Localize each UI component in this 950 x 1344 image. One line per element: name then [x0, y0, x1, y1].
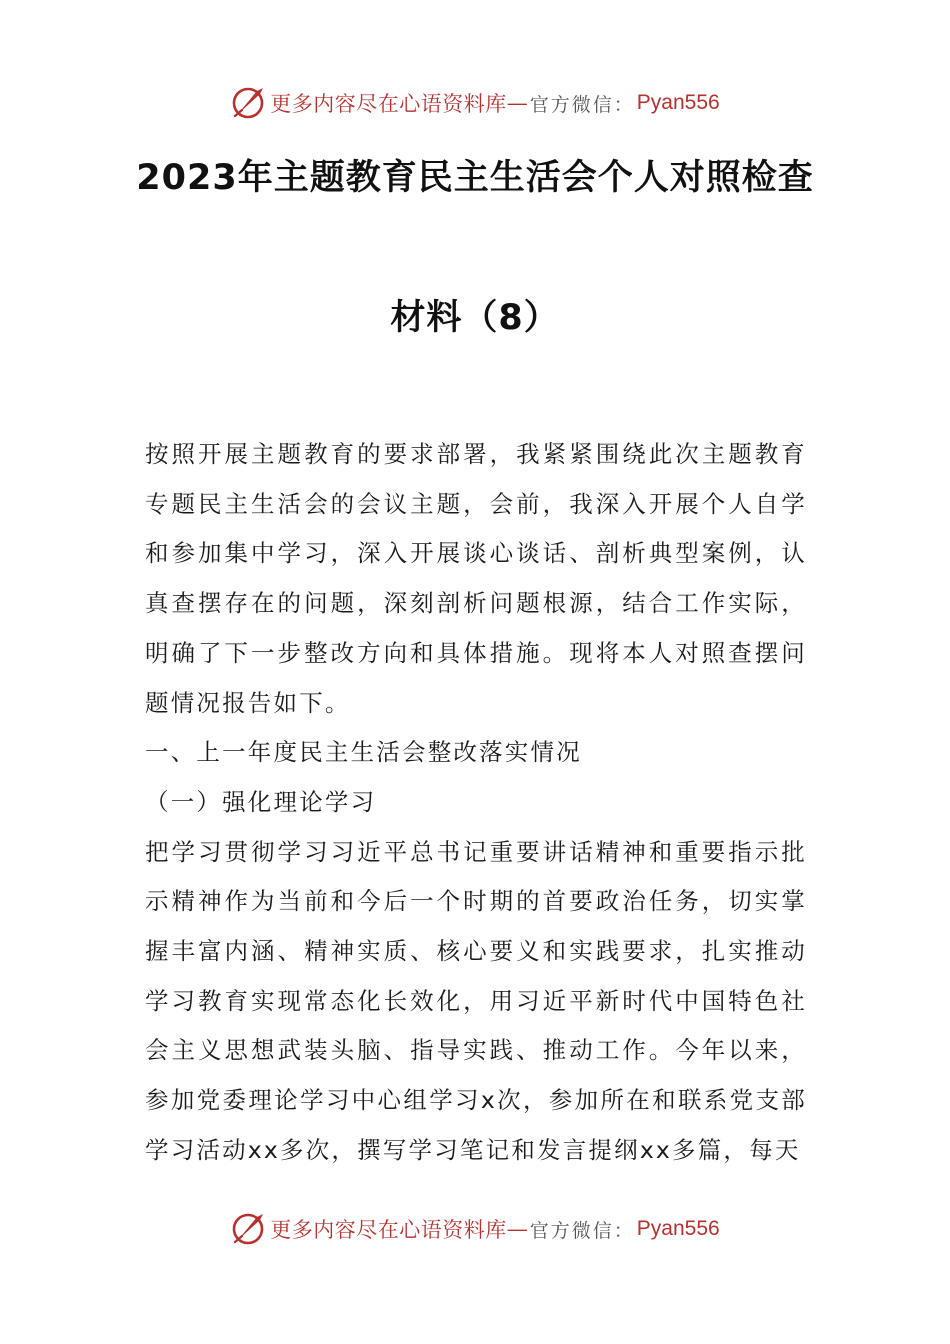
section-heading: 一、上一年度民主生活会整改落实情况 [145, 738, 582, 767]
banner-wechat-id: Pyan556 [636, 91, 720, 114]
banner-separator: — [506, 91, 528, 115]
document-body [145, 430, 807, 1176]
watermark-banner-bottom [0, 1209, 950, 1249]
watermark-banner-top [0, 83, 950, 123]
banner-label: 官方微信： [529, 1219, 635, 1242]
quill-logo-icon [230, 85, 266, 121]
document-title-line-1: 2023年主题教育民主生活会个人对照检查 [136, 158, 814, 198]
body-paragraph: 把学习贯彻学习习近平总书记重要讲话精神和重要指示批示精神作为当前和今后一个时期的首要政治任务，切实掌握丰富内涵、精神实质、核心要义和实践要求，扎实推动学习教育实现常态化长效化，用习近平新时代中国特色社会主义思想武装头脑、指导实践、推动工作。今年以来，参加党委理论学习中心组学习x次，参加所在和联系党支部学习活动xx多次，撰写学习笔记和发言提纲xx多篇，每天 [145, 837, 807, 1164]
banner-text: 更多内容尽在心语资料库 [270, 1218, 507, 1242]
subsection-heading: （一）强化理论学习 [145, 787, 377, 816]
banner-separator: — [506, 1217, 528, 1241]
intro-paragraph: 按照开展主题教育的要求部署，我紧紧围绕此次主题教育专题民主生活会的会议主题，会前，我深入开展个人自学和参加集中学习，深入开展谈心谈话、剖析典型案例，认真查摆存在的问题，深刻剖析问题根源，结合工作实际，明确了下一步整改方向和具体措施。现将本人对照查摆问题情况报告如下。 [145, 440, 807, 717]
document-title-line-2: 材料（8） [390, 298, 560, 338]
banner-text: 更多内容尽在心语资料库 [270, 92, 507, 116]
quill-logo-icon [230, 1211, 266, 1247]
banner-wechat-id: Pyan556 [636, 1217, 720, 1240]
banner-label: 官方微信： [529, 93, 635, 116]
